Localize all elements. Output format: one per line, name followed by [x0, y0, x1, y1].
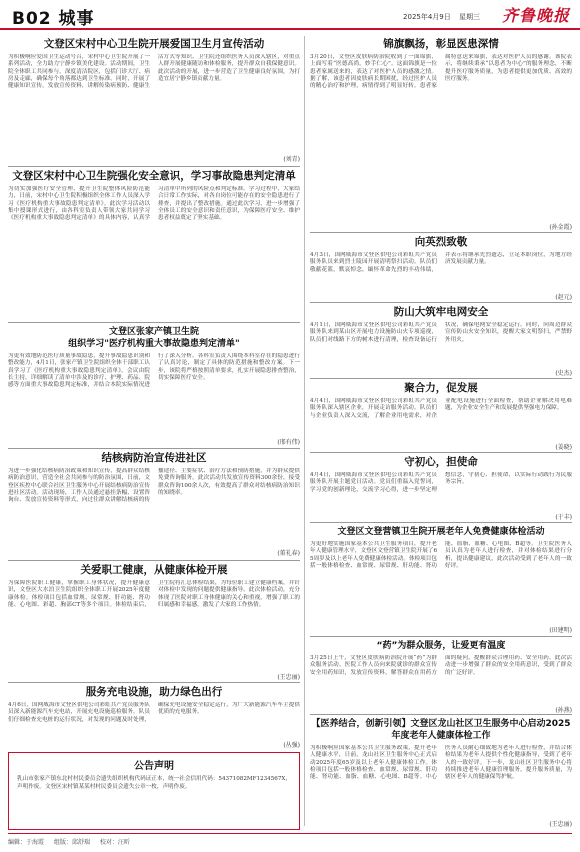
article-title: 防山大筑牢电网安全 — [393, 306, 489, 318]
article-byline: (于丰) — [555, 514, 572, 521]
article-title: 守初心，担使命 — [404, 456, 478, 468]
article-title: “药”为群众服务，让爱更有温度 — [376, 641, 506, 651]
article-byline: (孙燕) — [555, 707, 572, 714]
newspaper-logo: 齐鲁晚报 — [501, 6, 570, 25]
notice-box — [8, 752, 300, 830]
page-footer — [8, 833, 572, 846]
article-byline: (赵元) — [555, 294, 572, 301]
article-title: 文登区张家产镇卫生院 — [108, 327, 199, 337]
notice-body: 乳山市张家产镇东北村村民委员会遗失组织机构代码证正本，统一社会信用代码：54371082MF1234567X，声明作废。文登区宋村镇某某村村民委员会遗失公章一枚，声明作废。 — [17, 776, 291, 790]
article-a3 — [8, 326, 300, 446]
issue-date: 2025年4月9日 — [403, 13, 451, 21]
divider — [310, 522, 572, 523]
article-a5 — [8, 564, 300, 680]
article-title: 文登区宋村中心卫生院开展爱国卫生月宣传活动 — [43, 38, 265, 50]
issue-meta — [397, 12, 480, 22]
article-body: 为保障医院职工健康，掌握职工身体状况，提升健康意识，文登区大水泊卫生院组织全体职工开展2025年度健康体检。体检项目包括血常规、尿常规、肝功能、肾功能、心电图、彩超、胸部CT等多个项目。体检结束后，卫生院将汇总体检结果，为每位职工建立健康档案，并针对体检中发现的问题提供健康指导。此次体检活动，充分体现了医院对职工身体健康的关心和重视，增强了职工的归属感和幸福感，激发了大家的工作热情。 — [8, 580, 300, 608]
article-byline: (董礼春) — [277, 550, 300, 557]
divider — [310, 302, 572, 303]
editor-credit: 编辑：于海霞 — [8, 839, 45, 846]
article-b7 — [310, 640, 572, 712]
article-body: 3月20日，文登区皮肤病防治院收到了一面锦旗，上面写着“医德高尚，妙手仁心”。这面锦旗是一位患者家属送来的，表达了对医护人员的感激之情。据了解，该患者因皮肤病长期困扰，经过医护人员的精心治疗和护理，病情得到了明显好转。患者家属特意送来锦旗，表达对医护人员的感谢。该院表示，将继续秉承“以患者为中心”的服务理念，不断提升医疗服务质量，为患者提供更加优质、高效的医疗服务。 — [310, 54, 572, 90]
column-divider — [304, 36, 305, 826]
article-body: 为切实加强医疗安全管理，提升卫生院整体风险防范能力，日前，宋村中心卫生院积极组织全体工作人员深入学习《医疗机构重大事故隐患判定清单》。此次学习活动以集中授课形式进行，由各科室负责人带领大家共同学习《医疗机构重大事故隐患判定清单》的具体内容，认真学习清单中所列的风险点和判定标准。学习过程中，大家结合日常工作实际，对各自岗位可能存在的安全隐患进行了排查，并提出了整改措施。通过此次学习，进一步增强了全体员工的安全意识和责任意识，为保障医疗安全、维护患者权益奠定了坚实基础。 — [8, 186, 300, 222]
proof-credit: 校对：汪昕 — [99, 839, 130, 846]
article-b5 — [310, 456, 572, 520]
divider — [310, 714, 572, 715]
divider — [8, 322, 300, 323]
article-byline: (王忠丽) — [277, 674, 300, 681]
article-title: 关爱职工健康，从健康体检开展 — [80, 564, 228, 576]
article-body: 4月3日，国网威海市文登区供电公司彩虹共产党员服务队员来到烈士陵园开展清明祭扫活动。队员们敬献花篮，默哀悼念，缅怀革命先烈的丰功伟绩，并表示将继承先烈遗志，立足本职岗位，为地方经济发展贡献力量。 — [310, 252, 572, 273]
article-body: 为进一步强化结核病防治政策和知识宣传，提高群众结核病防治意识，营造全社会共同参与的防治氛围，日前，文登区疾控中心联合社区卫生服务中心开展结核病防治宣传进社区活动。活动现场，工作人员通过悬挂条幅、设置咨询台、发放宣传资料等形式，向过往群众讲解结核病的传播途径、主要症状、治疗方法和预防措施，并为群众提供免费咨询服务。此次活动共发放宣传资料300余份，接受群众咨询100余人次，有效提高了群众对结核病防治知识的知晓率。 — [8, 468, 300, 504]
article-title: 向英烈致敬 — [414, 236, 468, 248]
article-b4 — [310, 382, 572, 450]
article-title: 服务充电设施，助力绿色出行 — [85, 686, 223, 698]
article-a4 — [8, 452, 300, 558]
divider — [310, 378, 572, 379]
article-b2 — [310, 236, 572, 300]
divider — [310, 452, 572, 453]
article-body: 为积极响应国家基本公共卫生服务政策，提升老年人健康水平，日前，龙山社区卫生服务中心正式启动2025年度65岁及以上老年人健康体检工作。体检项目包括一般体格检查、血常规、尿常规、肝功能、肾功能、血脂、血糖、心电图、B超等。中心医务人员耐心细致地为老年人进行检查，并结合体检结果为老年人提供个性化健康指导，受到了老年人的一致好评。下一步，龙山社区卫生服务中心将持续推进老年人健康管理服务，提升服务质量，为辖区老年人的健康保驾护航。 — [310, 745, 572, 781]
divider — [8, 560, 300, 561]
article-a1 — [8, 38, 300, 163]
article-title: 文登区文登营镇卫生院开展老年人免费健康体检活动 — [337, 527, 545, 537]
article-byline: (孙金霞) — [549, 224, 572, 231]
article-b1 — [310, 38, 572, 230]
article-body: 4月1日，国网威海市文登区供电公司彩虹共产党员服务队来到某山区开展电力设施防山火专项巡视，队员们对线路下方的树木进行清理，检查设备运行状况，确保电网安全稳定运行。同时，向周边群众宣传防山火安全知识，提醒大家文明祭扫，严禁野外用火。 — [310, 322, 572, 343]
article-title: 文登区宋村中心卫生院强化安全意识，学习事故隐患判定清单 — [12, 170, 296, 182]
article-b3 — [310, 306, 572, 376]
article-body: 4月6日，国网威海市文登区供电公司彩虹共产党员服务队员深入新能源汽车充电站，开展充电设施巡检服务。队员们仔细检查充电桩的运行状况，对发现的问题及时处理，确保充电设施安全稳定运行，为广大新能源汽车车主提供优质的充电服务。 — [8, 702, 300, 723]
article-body: 为更有效地防范医疗质量事故隐患，提升事故隐患识别和整改能力，4月1日，张家产镇卫生院组织全体干部职工认真学习了《医疗机构重大事故隐患判定清单》。会议由院长主持，详细解读了清单中涉及的诊疗、护理、药品、院感等方面重大事故隐患判定标准，并结合本院实际情况进行了深入分析。各科室负责人围绕本科室存在的隐患进行了认真讨论，制定了具体的防范措施和整改方案。下一步，该院将严格按照清单要求，扎实开展隐患排查整治，切实保障医疗安全。 — [8, 353, 300, 389]
article-body: 为积极响应爱国卫生运动号召，宋村中心卫生院开展了一系列活动，全力助力宁静乡镇美化建设。活动期间，卫生院全体职工共同参与，深度清洁院区，包括门诊大厅、病房及走廊，确保每个角落都达到卫生标准。同时，开展了健康知识宣传，发放宣传资料，讲解传染病预防、健康生活方式等知识。卫生院还组织医务人员深入辖区，对重点人群开展健康随访和体检服务，提升群众自我保健意识。此次活动的开展，进一步营造了卫生健康良好氛围，为打造宜居宁静乡镇贡献力量。 — [8, 54, 300, 90]
article-body: 3月25日上午，文登区皮肤病防治院开展“药”为群众服务活动。医院工作人员向来院就诊的群众宣传安全用药知识，发放宣传资料，解答群众在用药方面的疑问，提醒群众合理用药、安全用药。此次活动进一步增强了群众的安全用药意识，受到了群众的广泛好评。 — [310, 655, 572, 676]
article-title: 【医养结合，创新引领】文登区龙山社区卫生服务中心启动2025年度老年人健康体检工作 — [311, 719, 571, 741]
notice-title: 公告声明 — [134, 761, 174, 772]
article-title: 锦旗飘扬，彰显医患深情 — [383, 38, 499, 50]
article-title: 聚合力，促发展 — [404, 382, 478, 394]
divider — [310, 636, 572, 637]
divider — [8, 166, 300, 167]
article-body: 4月4日，国网威海市文登区供电公司彩虹共产党员服务队开展主题党日活动。党员们重温入党誓词，学习党的创新理论，交流学习心得，进一步坚定理想信念，守初心、担使命，以实际行动践行为民服务宗旨。 — [310, 472, 572, 493]
article-subtitle: 组织学习"医疗机构重大事故隐患判定清单" — [68, 339, 240, 349]
article-byline: (刘青) — [283, 156, 300, 163]
section-title: B02 城事 — [12, 9, 95, 29]
article-byline: (史杰) — [555, 370, 572, 377]
article-byline: (王忠丽) — [549, 821, 572, 828]
divider — [8, 448, 300, 449]
issue-weekday: 星期三 — [459, 13, 480, 21]
divider — [310, 232, 572, 233]
article-title: 结核病防治宣传进社区 — [101, 452, 207, 464]
article-byline: (丛强) — [283, 742, 300, 749]
designer-credit: 组版：邱舒瑞 — [53, 839, 90, 846]
divider — [8, 682, 300, 683]
article-byline: (姜晓) — [555, 444, 572, 451]
article-b8 — [310, 718, 572, 830]
article-body: 4月4日，国网威海市文登区供电公司彩虹共产党员服务队深入辖区企业，开展走访服务活动。队员们与企业负责人深入交流，了解企业用电需求，对企业配电设施进行全面检查，帮助企业解决用电难题，为企业安全生产和发展提供坚强电力保障。 — [310, 398, 572, 419]
article-byline: (田建明) — [549, 627, 572, 634]
article-a6 — [8, 686, 300, 748]
page-header — [0, 0, 580, 30]
article-body: 为更好地实施国家基本公共卫生服务项目，提升老年人健康管理水平，文登区文登营镇卫生院开展了65周岁及以上老年人免费健康体检活动。体检项目包括一般体格检查、血常规、尿常规、肝功能、肾功能、血脂、血糖、心电图、B超等。卫生院医务人员认真为老年人进行检查，并对体检结果进行分析，提出健康建议。此次活动受到了老年人的一致好评。 — [310, 541, 572, 569]
article-byline: (邢有伟) — [277, 439, 300, 446]
article-b6 — [310, 526, 572, 634]
article-a2 — [8, 170, 300, 320]
